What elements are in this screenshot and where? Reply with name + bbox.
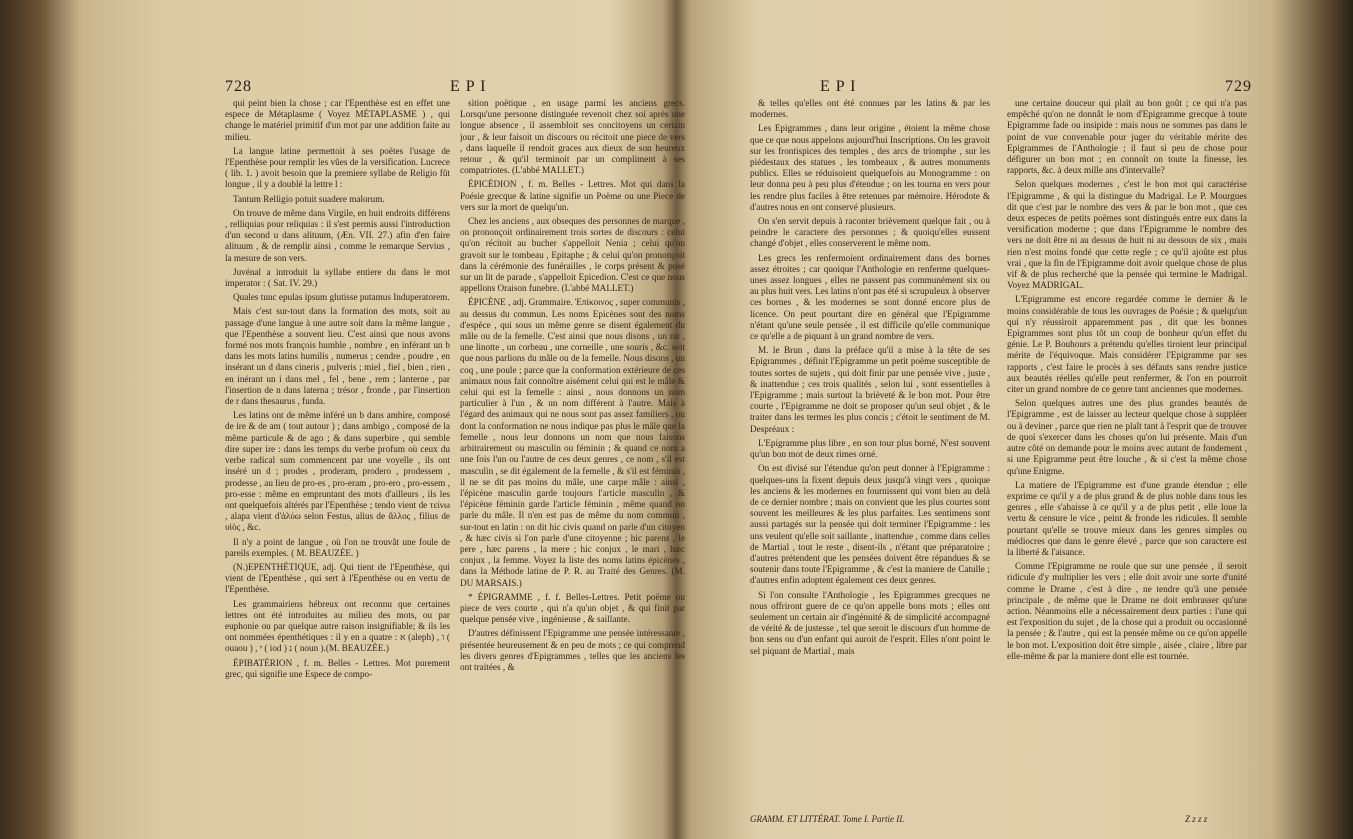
paragraph: ÉPICÉDION , f. m. Belles - Lettres. Mot qui dans la Poésie grecque & latine signifie un Poëme ou une Piece de vers sur la mort de quelqu'un. (460, 179, 685, 212)
page-number: 729 (1225, 78, 1252, 95)
paragraph: ÉPICÈNE , adj. Grammaire. Ἐπίκοινος , super communis , au dessus du commun. Les noms Epicènes sont des noms d'espèce , qui sous un même genre se disent également du mâle ou de la femelle. C'est ainsi que nous disons , un rat , une linotte , un corbeau , une corneille , une souris , &c. soit que nous parlions du mâle ou de la femelle. Nous disons , un coq , une poule ; parce que la conformation extérieure de ces animaux nous fait connoître aisément celui qui est le mâle & celui qui est la femelle : ainsi , nous donnons un nom particulier à l'un , & un nom différent à l'autre. Mais à l'égard des animaux qui ne nous sont pas assez familiers , ou dont la conformation ne nous indique pas plus le mâle que la femelle , nous leur donnons un nom que nous faisons arbitrairement ou masculin ou féminin ; & quand ce nom a une fois l'un ou l'autre de ces deux genres , ce nom , s'il est masculin , se dit également de la femelle , & s'il est féminin , il ne se dit pas moins du mâle, une carpe mâle : ainsi , l'épicène masculin garde toujours l'article masculin , & l'épicène féminin garde l'article féminin , même quand on parle du mâle. Il n'en est pas de même du nom commun , sur-tout en latin : on dit hic civis quand on parle d'un citoyen , & hæc civis si l'on parle d'une citoyenne ; hic parens , le pere , hæc parens , la mere ; hic conjux , le mari , hæc conjux , la femme. Voyez la liste des noms latins épicènes , dans la Méthode latine de P. R. au Traité des Genres. (M. DU MARSAIS.) (460, 297, 685, 588)
signature-mark: Z z z z (1185, 814, 1208, 824)
paragraph: Comme l'Epigramme ne roule que sur une pensée , il seroit ridicule d'y multiplier les vers ; elle doit avoir une sorte d'unité comme le Drame , c'est à dire , ne tendre qu'à une pensée principale , de même que le Drame ne doit embrasser qu'une action. Néanmoins elle a nécessairement deux parties : l'une qui est l'exposition du sujet , de la chose qui a produit ou occasionné la pensée ; & l'autre , qui est la pensée même ou ce qu'on appelle le bon mot. L'exposition doit être simple , aisée , claire , libre par elle-même & par la maniere dont elle est tournée. (1007, 561, 1247, 661)
paragraph: Juvénal a introduit la syllabe entiere du dans le mot imperator : ( Sat. IV. 29.) (225, 266, 450, 289)
paragraph: Les latins ont de même inféré un b dans ambire, composé de ire & de am ( tout autour ) ; dans ambigo , composé de la même particule & de ago ; & dans superbire , qui semble dire super ire : dans les temps du verbe profum où ceux du verbe radical sum commencent par une voyelle , ils ont inséré un d ; prodes , proderam, prodero , prodessem , prodesse , au lieu de pro-es , pro-eram , pro-ero , pro-essem , pro-esse : même en empruntant des mots d'ailleurs , ils les ont quelquefois altérés par l'Epenthèse ; tendo vient de τείνω , alapa vient d'ἀλύω selon Festus, alius de ἄλλος , filius de υἱὸς , &c. (225, 410, 450, 533)
right-column-2 (1007, 98, 1247, 818)
running-head: E P I (820, 78, 857, 95)
paragraph: On s'en servit depuis à raconter brièvement quelque fait , ou à peindre le caractere des personnes ; & quoiqu'elles eussent changé d'objet , elles conserverent le même nom. (750, 216, 990, 249)
paragraph: Chez les anciens , aux obseques des personnes de marque , on prononçoit ordinairement trois sortes de discours : celui qu'on récitoit au bucher s'appelloit Nenia ; celui qu'on gravoit sur le tombeau , Epitaphe ; & celui qu'on prononçoit dans la cérémonie des funérailles , le corps présent & posé sur un lit de parade , s'appelloit Epicedion. C'est ce que nous appellons Oraison funebre. (L'abbé MALLET.) (460, 216, 685, 294)
paragraph: Si l'on consulte l'Anthologie , les Epigrammes grecques ne nous offriront guere de ce qu'on appelle bons mots ; elles ont seulement un certain air d'ingénuité & de simplicité accompagné de vérité & de justesse , tel que seroit le discours d'un homme de bon sens ou d'un enfant qui auroit de l'esprit. Elles n'ont point le sel piquant de Martial , mais (750, 589, 990, 656)
paragraph: sition poëtique , en usage parmi les anciens grecs. Lorsqu'une personne distinguée revenoit chez soi après une longue absence , il assembloit ses concitoyens un certain jour , & leur faisoit un discours ou récitoit une piece de vers , dans laquelle il rendoit graces aux dieux de son heureux retour , & qu'il terminoit par un compliment à ses compatriotes. (L'abbé MALLET.) (460, 98, 685, 176)
paragraph: Tantum Relligio potuit suadere malorum. (233, 193, 385, 204)
paragraph: Les grammairiens hébreux ont reconnu que certaines lettres ont été introduites au milieu des mots, ou par euphonie ou par quelque autre raison insignifiable; & ils les ont nommées épenthétiques : il y en a quatre : א (aleph) , ו ( ouaou ) , י ( iod ) נ ( noun ).(M. BEAUZÉE.) (225, 598, 450, 654)
paragraph: Les grecs les renfermoient ordinairement dans des bornes assez étroites ; car quoique l'Anthologie en renferme quelques-unes assez longues , elles ne passent pas communément six ou au plus huit vers. Les latins n'ont pas été si scrupuleux à observer ces bornes , & les modernes se sont donné encore plus de licence. On peut pourtant dire en général que l'Epigramme n'étant qu'une seule pensée , il est difficile qu'elle communique ce qu'elle a de piquant à un grand nombre de vers. (750, 252, 990, 342)
right-page (745, 50, 1265, 830)
running-head: E P I (450, 78, 487, 95)
paragraph: Selon quelques modernes , c'est le bon mot qui caractérise l'Epigramme , & qui la distingue du Madrigal. Le P. Mourgues dit que c'est par le nombre des vers & par le bon mot , que ces deux especes de petits poëmes sont distingués entre eux dans la versification moderne ; que dans l'Epigramme le nombre des vers ne doit être ni au dessus de huit ni au dessous de six , mais rien n'est moins fondé que cette regle ; ce qu'il ajoûte est plus vrai , que la fin de l'Epigramme doit avoir quelque chose de plus vif & de plus recherché que la pensée qui termine le Madrigal. Voyez MADRIGAL. (1007, 179, 1247, 291)
paragraph: L'Epigramme est encore regardée comme le dernier & le moins considérable de tous les ouvrages de Poésie ; & quelqu'un qui n'y réussiroit apparemment pas , dit que les bonnes Epigrammes sont plus tôt un coup de bonheur qu'un effet du génie. Le P. Bouhours a prétendu qu'elles tiroient leur principal mérite de l'équivoque. Mais considérer l'Epigramme par ses rapports , c'est faire le procès à ses défauts sans rendre justice aux beautés réelles qu'elle peut renfermer, & l'on en pourroit citer un grand nombre de ce genre tant anciennes que modernes. (1007, 294, 1247, 395)
signature-line: GRAMM. ET LITTÉRAT. Tome I. Partie II. (750, 814, 905, 824)
paragraph: On est divisé sur l'étendue qu'on peut donner à l'Epigramme : quelques-uns la fixent depuis deux jusqu'à vingt vers , quoique les anciens & les modernes en fournissent qui vont bien au delà de ce dernier nombre ; mais on convient que les plus courtes sont souvent les meilleures & les plus parfaites. Les sentimens sont aussi partagés sur la pensée qui doit terminer l'Epigramme : les uns veulent qu'elle soit saillante , inattendue , comme dans celles de Martial , tout le reste , disent-ils , n'étant que préparatoire ; d'autres prétendent que les pensées doivent être répandues & se soutenir dans toute l'Epigramme , & c'est la maniere de Catulle ; d'autres enfin adoptent également ces deux genres. (750, 463, 990, 586)
right-column-1 (750, 98, 990, 818)
left-column-2 (460, 98, 685, 818)
page-number: 728 (225, 78, 252, 95)
paragraph: Quales tunc epulas ipsum glutisse putamus Induperatorem. (233, 292, 450, 303)
paragraph: Mais c'est sur-tout dans la formation des mots, soit au passage d'une langue à une autre soit dans la même langue , que l'Epenthèse a souvent lieu. C'est ainsi que nous avons formé nos mots françois humble , nombre , en inférant un b dans les mots latins humilis , numerus ; cendre , poudre , en insérant un d dans cineris , pulveris ; miel , fiel , bien , rien , en inérant un i dans mel , fel , bene , rem ; lanterne , par l'insertion de n dans laterna ; trésor , fronde , par l'insertion de r dans thesaurus , funda. (225, 306, 450, 407)
paragraph: D'autres définissent l'Epigramme une pensée intéressante , présentée heureusement & en peu de mots ; ce qui comprend les divers genres d'Epigrammes , telles que les anciens les ont traitées , & (460, 628, 685, 672)
paragraph: * ÉPIGRAMME , f. f. Belles-Lettres. Petit poëme ou piece de vers courte , qui n'a qu'un objet , & qui finit par quelque pensée vive , ingénieuse , & saillante. (460, 591, 685, 625)
paragraph: une certaine douceur qui plaît au bon goût ; ce qui n'a pas empêché qu'on ne donnât le nom d'Epigramme grecque à toute Epigramme fade ou insipide : mais nous ne sommes pas dans le point de vue convenable pour juger du véritable mérite des Epigrammes de l'Anthologie ; il faut si peu de chose pour défigurer un bon mot ; en connoît on toute la finesse, les rapports, &c. à deux mille ans d'intervalle? (1007, 98, 1247, 176)
paragraph: Selon quelques autres une des plus grandes beautés de l'Epigramme , est de laisser au lecteur quelque chose à suppléer ou à deviner , parce que rien ne plaît tant à l'esprit que de trouver de quoi s'exercer dans les choses qu'on lui présente. Mais d'un autre côté on demande pour le moins avec autant de fondement , si une Epigramme peut être louche , & si c'est la même chose qu'une Enigme. (1007, 398, 1247, 476)
paragraph: L'Epigramme plus libre , en son tour plus borné, N'est souvent qu'un bon mot de deux rimes orné. (750, 437, 990, 460)
paragraph: On trouve de même dans Virgile, en huit endroits différens , relliquias pour reliquias : il s'est permis aussi l'introduction d'un second u dans alituum, (Æn. VII. 27.) afin d'en faire alituum , & de remplir ainsi , comme le remarque Servius , la mesure de son vers. (225, 207, 450, 263)
paragraph: ÉPIBATÉRION , f. m. Belles - Lettres. Mot purement grec, qui signifie une Espece de compo- (225, 657, 450, 679)
paragraph: & telles qu'elles ont été connues par les latins & par les modernes. (750, 98, 990, 120)
left-column-1 (225, 98, 450, 818)
paragraph: La matiere de l'Epigramme est d'une grande étendue ; elle exprime ce qu'il y a de plus grand & de plus noble dans tous les genres , elle s'abaisse à ce qu'il y a de plus petit , elle loue la vertu & censure le vice , peint & fronde les ridicules. Il semble pourtant qu'elle se trouve mieux dans les genres simples ou médiocres que dans le genre élevé , parce que son caractere est la liberté & l'aisance. (1007, 479, 1247, 557)
left-page (205, 50, 685, 830)
paragraph: qui peint bien la chose ; car l'Epenthèse est en effet une espece de Métaplasme ( Voyez MÉTAPLASME ) , qui change le matériel primitif d'un mot par une addition faite au milieu. (225, 98, 450, 142)
paragraph: (N.)EPENTHÉTIQUE, adj. Qui tient de l'Epenthèse, qui vient de l'Epenthèse , qui sert à l'Epenthèse ou en vertu de l'Epenthèse. (225, 561, 450, 595)
paragraph: Il n'y a point de langue , où l'on ne trouvât une foule de pareils exemples. ( M. BEAUZÉE. ) (225, 536, 450, 558)
paragraph: Les Epigrammes , dans leur origine , étoient la même chose que ce que nous appelons aujourd'hui Inscriptions. On les gravoit sur les frontispices des temples , des arcs de triomphe , sur les piédestaux des statues , les tombeaux , & autres monuments publics. Elles se réduisoient quelquefois au Monogramme : on leur donna peu à peu plus d'étendue ; on les tourna en vers pour les rendre plus faciles à être retenues par mémoire. Hérodote & d'autres nous en ont conservé plusieurs. (750, 123, 990, 212)
paragraph: La langue latine permettoit à ses poëtes l'usage de l'Epenthèse pour remplir les vûes de la versification. Lucrece ( lib. 1. ) avoit besoin que la premiere syllabe de Religio fût longue , il y a doublé la lettre l : (225, 145, 450, 190)
paragraph: M. le Brun , dans la préface qu'il a mise à la tête de ses Epigrammes , définit l'Epigramme un petit poëme susceptible de toutes sortes de sujets , qui doit finir par une pensée vive , juste , & inattendue ; ces trois qualités , selon lui , sont essentielles à l'Epigramme ; mais surtout la brièveté & le bon mot. Pour être courte , l'Epigramme ne doit se proposer qu'un seul objet , & le traiter dans les termes les plus concis ; c'étoit le sentiment de M. Despréaux : (750, 345, 990, 434)
